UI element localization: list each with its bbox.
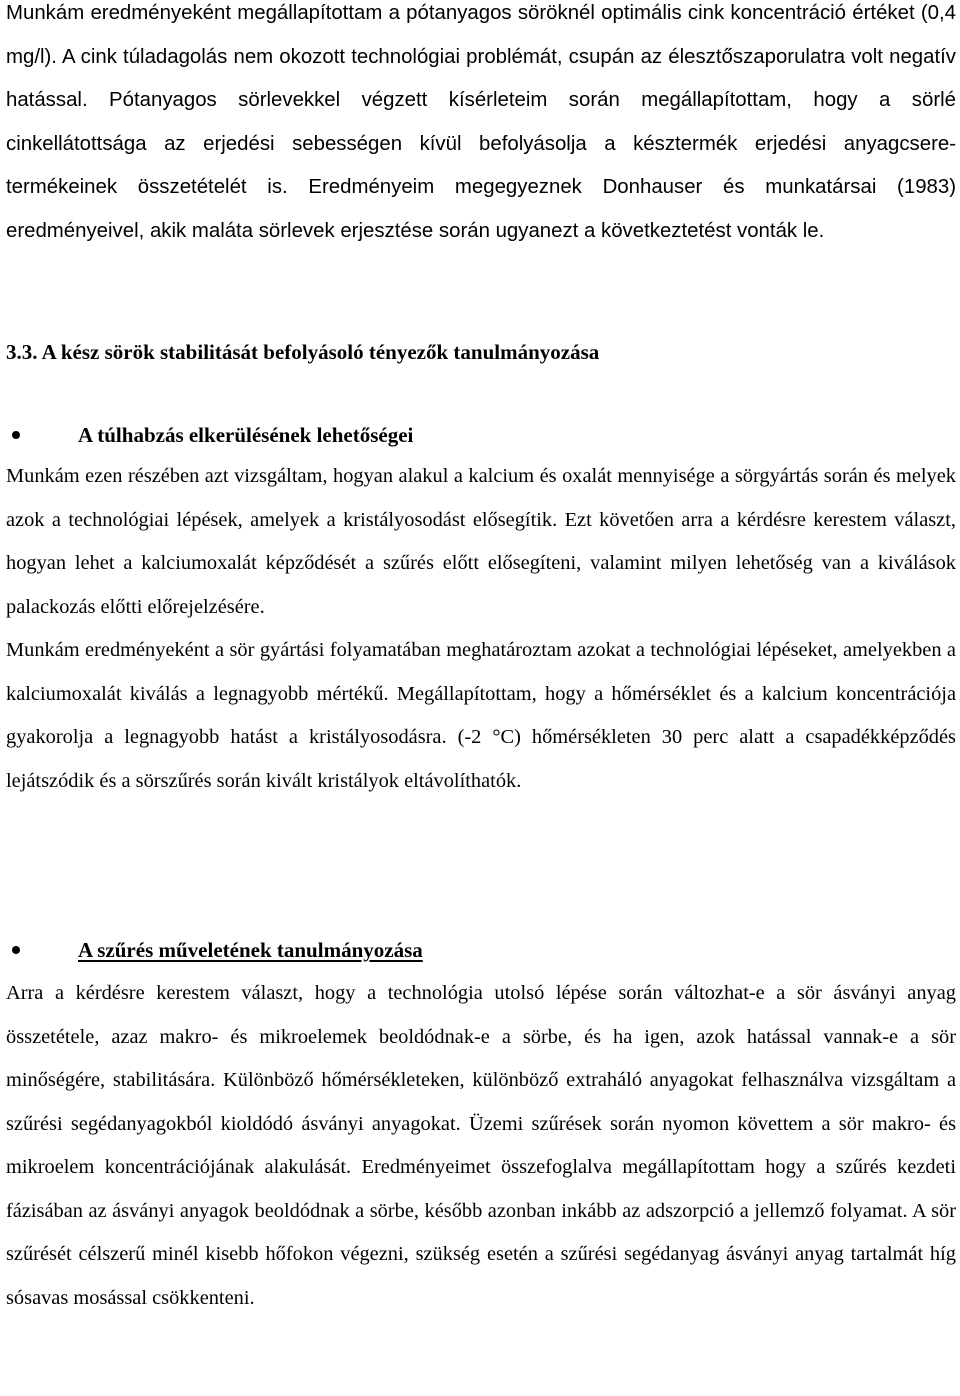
bullet-item-filtration [6, 930, 956, 970]
section-heading: 3.3. A kész sörök stabilitását befolyásoló tényezők tanulmányozása [6, 340, 600, 364]
bullet-title-overfoaming: A túlhabzás elkerülésének lehetőségei [78, 423, 414, 447]
bullet-icon [12, 431, 20, 439]
bullet-item-overfoaming [6, 415, 956, 455]
overfoaming-section-body [6, 455, 956, 803]
intro-paragraph: Munkám eredményeként megállapítottam a pótanyagos söröknél optimális cink koncentráció értéket (0,4 mg/l). A cink túladagolás nem okozott technológiai problémát, csupán az élesztőszaporulatra volt negatív hatással. Pótanyagos sörlevekkel végzett kísérleteim során megállapítottam, hogy a sörlé cinkellátottsága az erjedési sebességen kívül befolyásolja a késztermék erjedési anyagcsere-termékeinek összetételét is. Eredményeim megegyeznek Donhauser és munkatársai (1983) eredményeivel, akik maláta sörlevek erjesztése során ugyanezt a következtetést vonták le. [6, 2, 956, 242]
filtration-paragraph: Arra a kérdésre kerestem választ, hogy a technológia utolsó lépése során változhat-e a sör ásványi anyag összetétele, azaz makro- és mikroelemek beoldódnak-e a sörbe, és ha igen, azok hatással vannak-e a sör minőségére, stabilitására. Különböző hőmérsékleteken, különböző extraháló anyagokat felhasználva vizsgáltam a szűrési segédanyagokból kioldódó ásványi anyagokat. Üzemi szűrések során nyomon követtem a sör makro- és mikroelem koncentrációjának alakulását. Eredményeimet összefoglalva megállapítottam hogy a szűrés kezdeti fázisában az ásványi anyagok beoldódnak a sörbe, később azonban inkább az adszorpció a jellemző folyamat. A sör szűrését célszerű minél kisebb hőfokon végezni, szükség esetén a szűrési segédanyag ásványi anyag tartalmát híg sósavas mosással csökkenteni. [6, 982, 956, 1309]
overfoaming-paragraph-b: Munkám eredményeként a sör gyártási folyamatában meghatároztam azokat a technológiai lépéseket, amelyekben a kalciumoxalát kiválás a legnagyobb mértékű. Megállapítottam, hogy a hőmérséklet és a kalcium koncentrációja gyakorolja a legnagyobb hatást a kristályosodásra. (-2 °C) hőmérsékleten 30 perc alatt a csapadékképződés lejátszódik és a sörszűrés során kivált kristályok eltávolíthatók. [6, 639, 956, 792]
bullet-title-filtration: A szűrés műveletének tanulmányozása [78, 938, 423, 962]
overfoaming-paragraph-a: Munkám ezen részében azt vizsgáltam, hogyan alakul a kalcium és oxalát mennyisége a sörgyártás során és melyek azok a technológiai lépések, amelyek a kristályosodást elősegítik. Ezt követően arra a kérdésre kerestem választ, hogyan lehet a kalciumoxalát képződését a szűrés előtt elősegíteni, valamint milyen lehetőség van a kiválások palackozás előtti előrejelzésére. [6, 465, 956, 618]
bullet-icon [12, 946, 20, 954]
